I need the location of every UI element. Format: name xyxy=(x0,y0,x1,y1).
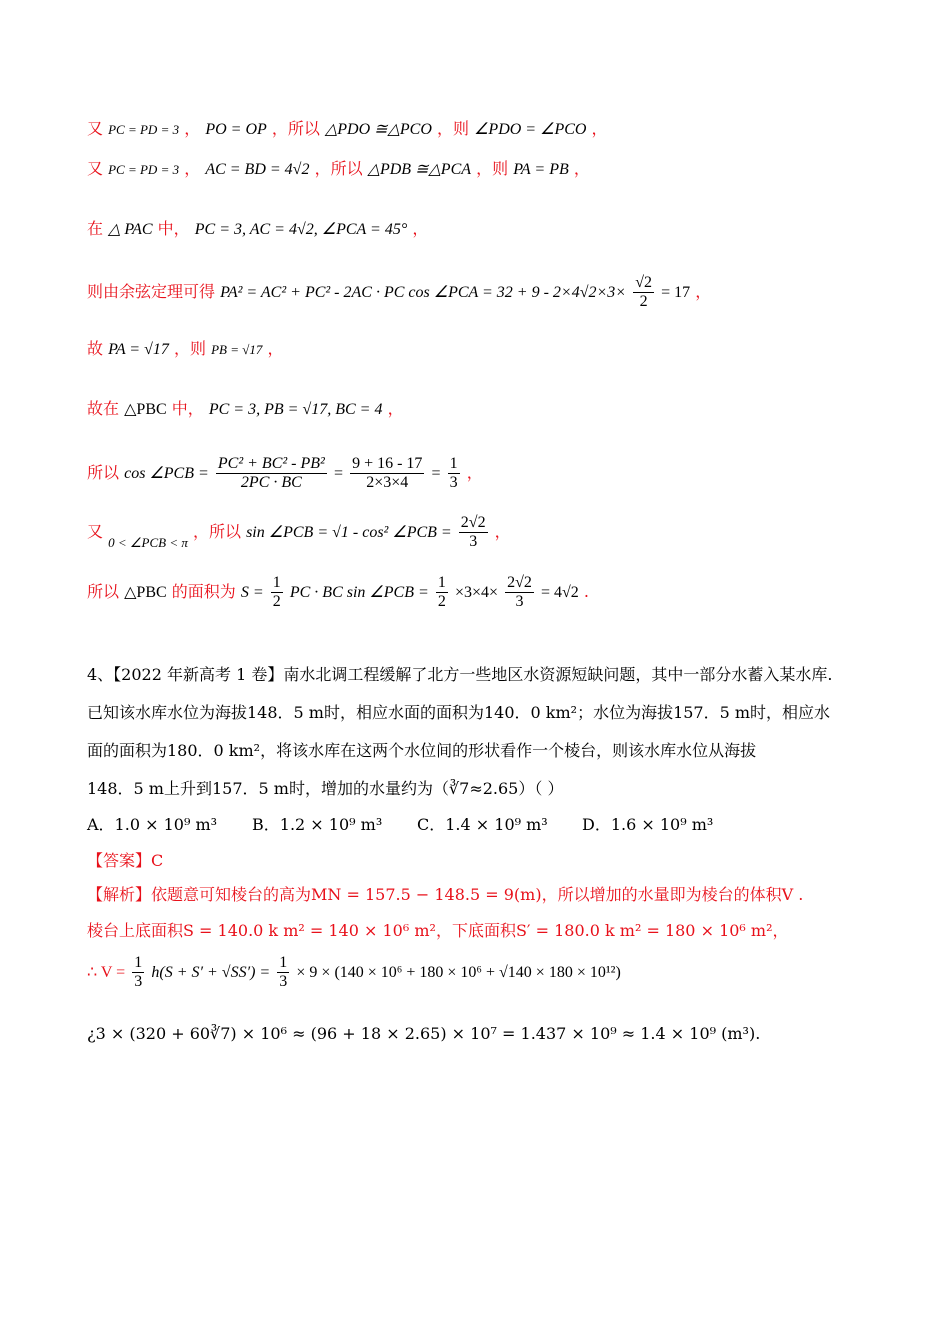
text: ， xyxy=(184,119,201,138)
math: △PBC xyxy=(124,401,167,418)
math: PC = PD = 3 xyxy=(108,162,180,177)
math: AC = BD = 4√2 xyxy=(205,161,310,178)
option-c[interactable]: C．1.4 × 10⁹ m³ xyxy=(417,815,548,834)
text: ，所以 xyxy=(271,119,320,138)
denominator: 2 xyxy=(437,593,446,610)
text: 中， xyxy=(171,399,204,418)
analysis-line-2: 棱台上底面积S = 140.0 k m² = 140 × 10⁶ m²，下底面积S′ = 180.0 k m² = 180 × 10⁶ m²， xyxy=(87,921,789,940)
text: ，所以 xyxy=(192,522,241,541)
text: ， xyxy=(387,399,404,418)
math: PC · BC sin ∠PCB = xyxy=(289,584,429,601)
math: = 17 xyxy=(661,284,691,301)
numerator: √2 xyxy=(635,274,652,291)
text: ，则 xyxy=(436,119,469,138)
text: ，则 xyxy=(476,159,509,178)
denominator: 3 xyxy=(134,973,143,990)
math: = 4√2 xyxy=(541,584,579,601)
question-4-line-4: 148．5 m上升到157．5 m时，增加的水量约为（∛7≈2.65）（ ） xyxy=(87,779,564,798)
math: PA = PB xyxy=(513,161,569,178)
math: PB = √17 xyxy=(211,342,263,357)
math: = xyxy=(431,465,441,482)
analysis-line-3 xyxy=(87,954,621,991)
math: ∠PDO = ∠PCO xyxy=(474,121,587,138)
denominator: 2 xyxy=(639,293,648,310)
text: 又 xyxy=(87,522,104,541)
text: 故 xyxy=(87,339,104,358)
analysis-line-4: ¿3 × (320 + 60∛7) × 10⁶ ≈ (96 + 18 × 2.65) × 10⁷ = 1.437 × 10⁹ ≈ 1.4 × 10⁹ (m³). xyxy=(87,1024,761,1043)
numerator: 2√2 xyxy=(507,574,532,591)
fraction xyxy=(448,455,460,492)
text: ， xyxy=(267,339,284,358)
math: h(S + S′ + √SS′) = xyxy=(151,964,271,981)
text: ， xyxy=(494,522,511,541)
fraction xyxy=(505,574,534,611)
solution-line-8 xyxy=(87,514,511,551)
text: ，所以 xyxy=(314,159,363,178)
numerator: 1 xyxy=(449,455,458,472)
analysis-line-1: 【解析】依题意可知棱台的高为MN = 157.5 − 148.5 = 9(m)，所以增加的水量即为棱台的体积V . xyxy=(87,885,804,904)
math: △PBC xyxy=(124,584,167,601)
math: = xyxy=(333,465,343,482)
question-4-line-2: 已知该水库水位为海拔148．5 m时，相应水面的面积为140．0 km²；水位为海拔157．5 m时，相应水 xyxy=(87,703,831,722)
math: S = xyxy=(240,584,264,601)
text: 所以 xyxy=(87,582,120,601)
text: 又 xyxy=(87,119,104,138)
math: △PDB ≅△PCA xyxy=(367,161,472,178)
math: PO = OP xyxy=(205,121,267,138)
numerator: 1 xyxy=(279,954,288,971)
math: × 9 × (140 × 10⁶ + 180 × 10⁶ + √140 × 180 × 10¹²) xyxy=(296,964,621,981)
fraction xyxy=(436,574,448,611)
text: ， xyxy=(573,159,590,178)
text: 所以 xyxy=(87,463,120,482)
denominator: 3 xyxy=(279,973,288,990)
solution-line-3 xyxy=(87,216,428,239)
math: sin ∠PCB = √1 - cos² ∠PCB = xyxy=(246,524,452,541)
math: PA = √17 xyxy=(108,341,169,358)
solution-line-4 xyxy=(87,274,711,311)
solution-line-2 xyxy=(87,156,590,179)
denominator: 3 xyxy=(449,474,458,491)
denominator: 3 xyxy=(469,533,478,550)
math: PC = PD = 3 xyxy=(108,122,180,137)
question-4-line-3: 面的面积为180．0 km²，将该水库在这两个水位间的形状看作一个棱台，则该水库水位从海拔 xyxy=(87,741,757,760)
answer: 【答案】C xyxy=(87,851,164,870)
denominator: 2×3×4 xyxy=(366,474,409,491)
text: ， xyxy=(466,463,483,482)
solution-line-9 xyxy=(87,574,589,611)
question-4-line-1: 4、【2022 年新高考 1 卷】南水北调工程缓解了北方一些地区水资源短缺问题，其中一部分水蓄入某水库. xyxy=(87,665,833,684)
math: cos ∠PCB = xyxy=(124,465,209,482)
fraction xyxy=(216,455,327,492)
solution-line-1 xyxy=(87,116,608,139)
fraction xyxy=(350,455,424,492)
numerator: 9 + 16 - 17 xyxy=(352,455,423,472)
denominator: 2 xyxy=(272,593,281,610)
solution-line-7 xyxy=(87,455,483,492)
math: PC = 3, PB = √17, BC = 4 xyxy=(208,401,383,418)
text: 又 xyxy=(87,159,104,178)
text: ，则 xyxy=(173,339,206,358)
solution-line-6 xyxy=(87,396,404,419)
numerator: 2√2 xyxy=(460,514,486,531)
math: △ PAC xyxy=(108,221,153,238)
text: . xyxy=(583,582,589,601)
math: △PDO ≅△PCO xyxy=(324,121,432,138)
numerator: 1 xyxy=(437,574,446,591)
numerator: 1 xyxy=(134,954,143,971)
text: ， xyxy=(591,119,608,138)
math: PC = 3, AC = 4√2, ∠PCA = 45° xyxy=(194,221,408,238)
math: ×3×4× xyxy=(454,584,499,601)
option-a[interactable]: A．1.0 × 10⁹ m³ xyxy=(87,815,218,834)
numerator: PC² + BC² - PB² xyxy=(217,455,325,472)
option-b[interactable]: B．1.2 × 10⁹ m³ xyxy=(252,815,383,834)
text: ， xyxy=(184,159,201,178)
fraction xyxy=(459,514,488,551)
fraction xyxy=(277,954,289,991)
text: ， xyxy=(695,282,712,301)
fraction xyxy=(132,954,144,991)
option-d[interactable]: D．1.6 × 10⁹ m³ xyxy=(582,815,714,834)
denominator: 3 xyxy=(515,593,524,610)
text: 的面积为 xyxy=(171,582,236,601)
text: 则由余弦定理可得 xyxy=(87,282,216,301)
text: 中， xyxy=(157,219,190,238)
text: 故在 xyxy=(87,399,120,418)
math: 0 < ∠PCB < π xyxy=(108,535,188,550)
solution-line-5 xyxy=(87,336,284,359)
math: PA² = AC² + PC² - 2AC · PC cos ∠PCA = 32 + 9 - 2×4√2×3× xyxy=(220,284,627,301)
text: ， xyxy=(412,219,429,238)
math: ∴ V = xyxy=(87,964,126,981)
numerator: 1 xyxy=(272,574,281,591)
denominator: 2PC · BC xyxy=(240,474,302,491)
fraction xyxy=(271,574,283,611)
fraction xyxy=(633,274,654,311)
text: 在 xyxy=(87,219,104,238)
